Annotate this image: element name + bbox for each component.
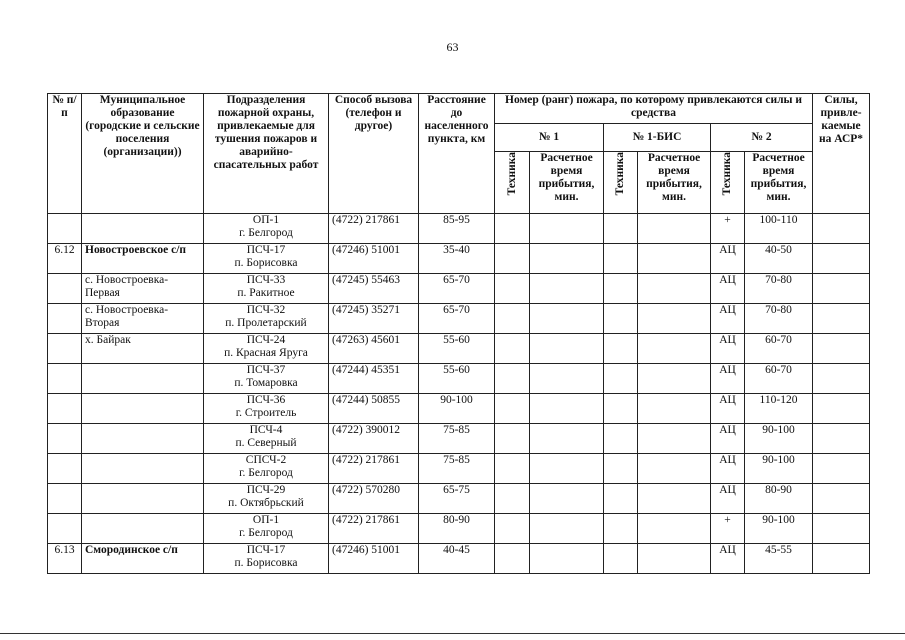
row-number	[48, 514, 82, 544]
unit-cell	[204, 244, 329, 274]
table-row	[48, 364, 870, 394]
phone-cell: (47245) 35271	[329, 304, 419, 334]
page-number: 63	[446, 40, 459, 54]
table-body	[48, 214, 870, 574]
eta-2-cell: 90-100	[745, 454, 813, 484]
unit-cell	[204, 274, 329, 304]
header-rank-2: № 2	[711, 124, 813, 152]
unit-location: п. Северный	[235, 437, 297, 449]
municipality-cell	[82, 424, 204, 454]
row-number	[48, 214, 82, 244]
unit-location: г. Белгород	[239, 227, 293, 239]
tech-1bis-cell	[604, 454, 638, 484]
asr-cell	[813, 334, 870, 364]
eta-1bis-cell	[638, 484, 711, 514]
tech-1bis-cell	[604, 244, 638, 274]
eta-1-cell	[530, 364, 604, 394]
header-eta-1: Расчетное время прибытия, мин.	[530, 152, 604, 214]
header-eta-2: Расчетное время прибытия, мин.	[745, 152, 813, 214]
eta-2-cell: 60-70	[745, 334, 813, 364]
tech-2-cell: АЦ	[711, 544, 745, 574]
tech-1bis-cell	[604, 394, 638, 424]
eta-2-cell: 80-90	[745, 484, 813, 514]
row-number	[48, 274, 82, 304]
phone-cell: (4722) 217861	[329, 454, 419, 484]
tech-2-cell: АЦ	[711, 364, 745, 394]
asr-cell	[813, 364, 870, 394]
unit-cell	[204, 544, 329, 574]
tech-1bis-cell	[604, 334, 638, 364]
eta-1-cell	[530, 274, 604, 304]
asr-cell	[813, 544, 870, 574]
unit-name: ОП-1	[252, 214, 280, 226]
tech-1bis-cell	[604, 214, 638, 244]
unit-location: п. Пролетарский	[225, 317, 307, 329]
row-number: 6.12	[48, 244, 82, 274]
municipality-cell	[82, 214, 204, 244]
phone-cell: (4722) 390012	[329, 424, 419, 454]
eta-1-cell	[530, 334, 604, 364]
unit-location: п. Октябрьский	[228, 497, 304, 509]
unit-location: п. Борисовка	[234, 557, 298, 569]
unit-location: п. Ракитное	[237, 287, 295, 299]
row-number	[48, 334, 82, 364]
tech-1-cell	[495, 454, 530, 484]
eta-1bis-cell	[638, 304, 711, 334]
tech-1-cell	[495, 424, 530, 454]
eta-2-cell: 90-100	[745, 424, 813, 454]
phone-cell: (47244) 45351	[329, 364, 419, 394]
eta-2-cell: 100-110	[745, 214, 813, 244]
table-header	[48, 94, 870, 214]
phone-cell: (47246) 51001	[329, 244, 419, 274]
asr-cell	[813, 394, 870, 424]
municipality-cell: с. Новостроевка-Первая	[82, 274, 204, 304]
tech-2-cell: АЦ	[711, 484, 745, 514]
row-number	[48, 364, 82, 394]
unit-location: п. Борисовка	[234, 257, 298, 269]
eta-1-cell	[530, 454, 604, 484]
unit-location: п. Томаровка	[234, 377, 298, 389]
asr-cell	[813, 484, 870, 514]
header-eta-1bis: Расчетное время прибытия, мин.	[638, 152, 711, 214]
unit-location: г. Белгород	[239, 467, 293, 479]
header-tech-2: Техника	[711, 152, 745, 214]
unit-name: ОП-1	[252, 514, 280, 526]
header-units: Подразделения пожарной охраны, привлекаемые для тушения пожаров и аварийно-спасательных работ	[204, 94, 329, 214]
eta-1-cell	[530, 484, 604, 514]
row-number	[48, 394, 82, 424]
table-row	[48, 334, 870, 364]
tech-1-cell	[495, 514, 530, 544]
tech-2-cell: АЦ	[711, 274, 745, 304]
municipality-cell	[82, 364, 204, 394]
distance-cell: 75-85	[419, 424, 495, 454]
unit-cell	[204, 214, 329, 244]
tech-1-cell	[495, 214, 530, 244]
tech-2-cell: АЦ	[711, 334, 745, 364]
eta-1bis-cell	[638, 214, 711, 244]
tech-1-cell	[495, 244, 530, 274]
eta-1bis-cell	[638, 454, 711, 484]
unit-name: ПСЧ-29	[246, 484, 286, 496]
row-number	[48, 484, 82, 514]
asr-cell	[813, 454, 870, 484]
distance-cell: 35-40	[419, 244, 495, 274]
municipality-cell: с. Новостроевка-Вторая	[82, 304, 204, 334]
eta-1-cell	[530, 214, 604, 244]
tech-2-cell: АЦ	[711, 454, 745, 484]
tech-2-cell: АЦ	[711, 424, 745, 454]
unit-cell	[204, 454, 329, 484]
phone-cell: (4722) 217861	[329, 214, 419, 244]
unit-location: г. Белгород	[239, 527, 293, 539]
header-fire-rank: Номер (ранг) пожара, по которому привлекаются силы и средства	[495, 94, 813, 124]
header-rank-1: № 1	[495, 124, 604, 152]
distance-cell: 65-70	[419, 304, 495, 334]
municipality-cell: Смородинское с/п	[82, 544, 204, 574]
tech-1-cell	[495, 484, 530, 514]
asr-cell	[813, 274, 870, 304]
municipality-cell	[82, 454, 204, 484]
tech-2-cell: АЦ	[711, 394, 745, 424]
municipality-cell	[82, 394, 204, 424]
unit-name: ПСЧ-24	[246, 334, 286, 346]
tech-2-cell: АЦ	[711, 244, 745, 274]
distance-cell: 40-45	[419, 544, 495, 574]
distance-cell: 65-70	[419, 274, 495, 304]
municipality-cell	[82, 514, 204, 544]
header-tech-1: Техника	[495, 152, 530, 214]
table-row	[48, 484, 870, 514]
unit-cell	[204, 364, 329, 394]
eta-1bis-cell	[638, 274, 711, 304]
eta-1-cell	[530, 514, 604, 544]
eta-2-cell: 60-70	[745, 364, 813, 394]
table-row	[48, 244, 870, 274]
tech-1-cell	[495, 364, 530, 394]
unit-name: ПСЧ-4	[249, 424, 283, 436]
eta-1bis-cell	[638, 394, 711, 424]
municipality-cell: Новостроевское с/п	[82, 244, 204, 274]
phone-cell: (47263) 45601	[329, 334, 419, 364]
eta-1bis-cell	[638, 244, 711, 274]
distance-cell: 55-60	[419, 364, 495, 394]
row-number	[48, 424, 82, 454]
unit-cell	[204, 484, 329, 514]
table-row	[48, 454, 870, 484]
unit-cell	[204, 304, 329, 334]
eta-1-cell	[530, 244, 604, 274]
eta-1bis-cell	[638, 514, 711, 544]
asr-cell	[813, 244, 870, 274]
tech-2-cell: АЦ	[711, 304, 745, 334]
header-rank-1bis: № 1-БИС	[604, 124, 711, 152]
eta-1-cell	[530, 544, 604, 574]
municipality-cell	[82, 484, 204, 514]
tech-1-cell	[495, 274, 530, 304]
table-row	[48, 394, 870, 424]
table-row	[48, 424, 870, 454]
eta-1-cell	[530, 304, 604, 334]
tech-1bis-cell	[604, 304, 638, 334]
unit-cell	[204, 424, 329, 454]
distance-cell: 85-95	[419, 214, 495, 244]
header-call-method: Способ вызова (телефон и другое)	[329, 94, 419, 214]
table-row	[48, 514, 870, 544]
tech-1-cell	[495, 304, 530, 334]
tech-1-cell	[495, 394, 530, 424]
row-number	[48, 304, 82, 334]
phone-cell: (47244) 50855	[329, 394, 419, 424]
eta-1-cell	[530, 424, 604, 454]
tech-1bis-cell	[604, 544, 638, 574]
fire-forces-table	[47, 93, 870, 574]
tech-1bis-cell	[604, 484, 638, 514]
unit-location: г. Строитель	[235, 407, 297, 419]
distance-cell: 55-60	[419, 334, 495, 364]
unit-name: ПСЧ-17	[246, 544, 286, 556]
eta-1bis-cell	[638, 544, 711, 574]
tech-1bis-cell	[604, 424, 638, 454]
municipality-cell: х. Байрак	[82, 334, 204, 364]
table-row	[48, 274, 870, 304]
eta-1bis-cell	[638, 424, 711, 454]
unit-name: ПСЧ-33	[246, 274, 286, 286]
asr-cell	[813, 514, 870, 544]
distance-cell: 65-75	[419, 484, 495, 514]
table-row	[48, 304, 870, 334]
unit-cell	[204, 334, 329, 364]
tech-2-cell: +	[711, 514, 745, 544]
asr-cell	[813, 304, 870, 334]
header-num: № п/п	[48, 94, 82, 214]
phone-cell: (4722) 570280	[329, 484, 419, 514]
phone-cell: (47246) 51001	[329, 544, 419, 574]
eta-2-cell: 45-55	[745, 544, 813, 574]
eta-2-cell: 90-100	[745, 514, 813, 544]
phone-cell: (4722) 217861	[329, 514, 419, 544]
eta-2-cell: 70-80	[745, 304, 813, 334]
scan-edge-line	[0, 633, 905, 634]
unit-cell	[204, 394, 329, 424]
row-number	[48, 454, 82, 484]
table-row	[48, 214, 870, 244]
tech-1bis-cell	[604, 514, 638, 544]
unit-name: ПСЧ-36	[246, 394, 286, 406]
eta-1bis-cell	[638, 334, 711, 364]
unit-name: ПСЧ-37	[246, 364, 286, 376]
tech-2-cell: +	[711, 214, 745, 244]
eta-2-cell: 70-80	[745, 274, 813, 304]
eta-1bis-cell	[638, 364, 711, 394]
distance-cell: 80-90	[419, 514, 495, 544]
header-tech-1bis: Техника	[604, 152, 638, 214]
tech-1-cell	[495, 334, 530, 364]
asr-cell	[813, 214, 870, 244]
distance-cell: 90-100	[419, 394, 495, 424]
unit-location: п. Красная Яруга	[224, 347, 308, 359]
header-asr: Силы, привле-каемые на АСР*	[813, 94, 870, 214]
eta-2-cell: 40-50	[745, 244, 813, 274]
unit-name: ПСЧ-32	[246, 304, 286, 316]
unit-name: СПСЧ-2	[245, 454, 287, 466]
asr-cell	[813, 424, 870, 454]
header-distance: Расстояние до населенного пункта, км	[419, 94, 495, 214]
unit-name: ПСЧ-17	[246, 244, 286, 256]
unit-cell	[204, 514, 329, 544]
phone-cell: (47245) 55463	[329, 274, 419, 304]
distance-cell: 75-85	[419, 454, 495, 484]
row-number: 6.13	[48, 544, 82, 574]
tech-1-cell	[495, 544, 530, 574]
eta-1-cell	[530, 394, 604, 424]
eta-2-cell: 110-120	[745, 394, 813, 424]
header-municipality: Муниципальное образование (городские и сельские поселения (организации))	[82, 94, 204, 214]
tech-1bis-cell	[604, 364, 638, 394]
tech-1bis-cell	[604, 274, 638, 304]
table-row	[48, 544, 870, 574]
